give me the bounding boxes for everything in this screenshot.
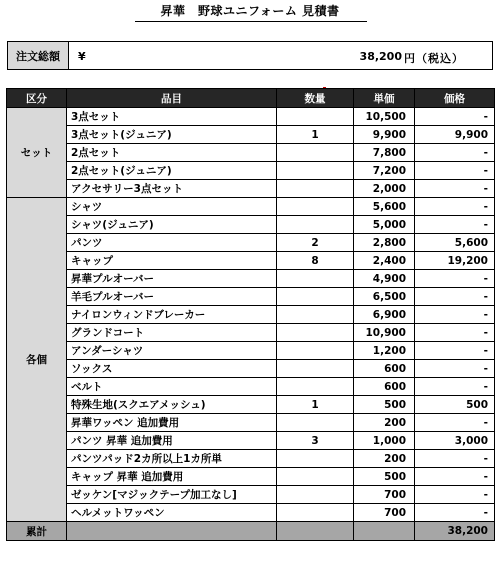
unit-price-cell: 2,000 xyxy=(354,180,415,198)
table-row xyxy=(7,378,495,396)
unit-price-cell: 7,800 xyxy=(354,144,415,162)
item-cell: パンツパッド2カ所以上1カ所単 xyxy=(67,450,277,468)
table-row xyxy=(7,198,495,216)
qty-cell xyxy=(277,468,354,486)
unit-price-cell: 500 xyxy=(354,468,415,486)
yen-symbol: ¥ xyxy=(78,50,86,63)
qty-cell: 1 xyxy=(277,126,354,144)
price-cell: - xyxy=(415,288,495,306)
item-cell: パンツ xyxy=(67,234,277,252)
item-cell: アンダーシャツ xyxy=(67,342,277,360)
price-cell: - xyxy=(415,306,495,324)
price-cell: 9,900 xyxy=(415,126,495,144)
table-row xyxy=(7,486,495,504)
unit-price-cell: 600 xyxy=(354,378,415,396)
category-each: 各個 xyxy=(7,198,67,522)
item-cell: ベルト xyxy=(67,378,277,396)
qty-cell xyxy=(277,216,354,234)
item-cell: アクセサリー3点セット xyxy=(67,180,277,198)
item-cell: ナイロンウィンドブレーカー xyxy=(67,306,277,324)
qty-cell xyxy=(277,324,354,342)
table-row xyxy=(7,450,495,468)
qty-cell xyxy=(277,378,354,396)
table-row xyxy=(7,360,495,378)
price-cell: - xyxy=(415,324,495,342)
price-cell: - xyxy=(415,270,495,288)
table-row xyxy=(7,162,495,180)
unit-price-cell: 7,200 xyxy=(354,162,415,180)
table-row xyxy=(7,216,495,234)
table-row xyxy=(7,504,495,522)
price-cell: - xyxy=(415,504,495,522)
category-set: セット xyxy=(7,108,67,198)
table-row xyxy=(7,432,495,450)
header-item: 品目 xyxy=(67,89,277,108)
qty-cell xyxy=(277,342,354,360)
price-cell: - xyxy=(415,342,495,360)
price-cell: 3,000 xyxy=(415,432,495,450)
item-cell: 2点セット(ジュニア) xyxy=(67,162,277,180)
unit-price-cell: 5,600 xyxy=(354,198,415,216)
unit-price-cell: 4,900 xyxy=(354,270,415,288)
table-row xyxy=(7,342,495,360)
item-cell: 2点セット xyxy=(67,144,277,162)
table-row xyxy=(7,270,495,288)
qty-cell xyxy=(277,270,354,288)
item-cell: パンツ 昇華 追加費用 xyxy=(67,432,277,450)
item-cell: 3点セット xyxy=(67,108,277,126)
summary-empty-unit xyxy=(354,522,415,541)
unit-price-cell: 2,400 xyxy=(354,252,415,270)
unit-price-cell: 1,000 xyxy=(354,432,415,450)
header-unit-price: 単価 xyxy=(354,89,415,108)
summary-empty-item xyxy=(67,522,277,541)
unit-price-cell: 700 xyxy=(354,504,415,522)
header-category: 区分 xyxy=(7,89,67,108)
price-cell: - xyxy=(415,450,495,468)
item-cell: ソックス xyxy=(67,360,277,378)
table-row xyxy=(7,396,495,414)
summary-empty-qty xyxy=(277,522,354,541)
unit-price-cell: 200 xyxy=(354,414,415,432)
unit-price-cell: 9,900 xyxy=(354,126,415,144)
price-cell: - xyxy=(415,378,495,396)
qty-cell xyxy=(277,108,354,126)
order-total-box xyxy=(7,41,493,70)
qty-cell xyxy=(277,504,354,522)
table-row xyxy=(7,288,495,306)
price-cell: - xyxy=(415,180,495,198)
qty-cell xyxy=(277,180,354,198)
price-cell: - xyxy=(415,162,495,180)
table-row xyxy=(7,144,495,162)
qty-cell xyxy=(277,450,354,468)
summary-total: 38,200 xyxy=(415,522,495,541)
price-cell: - xyxy=(415,108,495,126)
unit-price-cell: 500 xyxy=(354,396,415,414)
price-cell: 19,200 xyxy=(415,252,495,270)
order-total-amount: 38,200 xyxy=(359,50,402,63)
qty-cell xyxy=(277,162,354,180)
item-cell: 羊毛プルオーバー xyxy=(67,288,277,306)
qty-cell xyxy=(277,360,354,378)
qty-cell: 1 xyxy=(277,396,354,414)
qty-cell xyxy=(277,414,354,432)
item-cell: シャツ(ジュニア) xyxy=(67,216,277,234)
summary-label: 累計 xyxy=(7,522,67,541)
table-row xyxy=(7,252,495,270)
unit-price-cell: 10,900 xyxy=(354,324,415,342)
price-cell: - xyxy=(415,414,495,432)
table-row xyxy=(7,108,495,126)
order-total-unit: 円（税込） xyxy=(404,52,464,65)
qty-cell: 3 xyxy=(277,432,354,450)
table-row xyxy=(7,414,495,432)
unit-price-cell: 5,000 xyxy=(354,216,415,234)
table-row xyxy=(7,126,495,144)
summary-row xyxy=(7,522,495,541)
item-cell: ゼッケン[マジックテープ加工なし] xyxy=(67,486,277,504)
item-cell: シャツ xyxy=(67,198,277,216)
price-cell: - xyxy=(415,468,495,486)
price-cell: 500 xyxy=(415,396,495,414)
order-total-label: 注文総額 xyxy=(8,42,69,69)
unit-price-cell: 6,500 xyxy=(354,288,415,306)
order-total-value xyxy=(69,42,492,69)
qty-cell xyxy=(277,486,354,504)
price-cell: 5,600 xyxy=(415,234,495,252)
title-underline xyxy=(135,21,367,22)
table-row xyxy=(7,324,495,342)
document-title: 昇華 野球ユニフォーム 見積書 xyxy=(160,4,340,18)
price-cell: - xyxy=(415,216,495,234)
item-cell: 3点セット(ジュニア) xyxy=(67,126,277,144)
table-row xyxy=(7,234,495,252)
item-cell: キャップ xyxy=(67,252,277,270)
price-cell: - xyxy=(415,360,495,378)
header-qty: 数量 xyxy=(277,89,354,108)
table-row xyxy=(7,306,495,324)
item-cell: 昇華プルオーバー xyxy=(67,270,277,288)
qty-cell: 8 xyxy=(277,252,354,270)
table-row xyxy=(7,468,495,486)
price-cell: - xyxy=(415,486,495,504)
unit-price-cell: 600 xyxy=(354,360,415,378)
item-cell: 昇華ワッペン 追加費用 xyxy=(67,414,277,432)
unit-price-cell: 2,800 xyxy=(354,234,415,252)
estimate-table xyxy=(6,88,495,541)
qty-cell xyxy=(277,144,354,162)
unit-price-cell: 1,200 xyxy=(354,342,415,360)
unit-price-cell: 6,900 xyxy=(354,306,415,324)
item-cell: グランドコート xyxy=(67,324,277,342)
unit-price-cell: 700 xyxy=(354,486,415,504)
unit-price-cell: 200 xyxy=(354,450,415,468)
qty-cell xyxy=(277,288,354,306)
item-cell: ヘルメットワッペン xyxy=(67,504,277,522)
price-cell: - xyxy=(415,144,495,162)
item-cell: キャップ 昇華 追加費用 xyxy=(67,468,277,486)
qty-cell xyxy=(277,198,354,216)
header-price: 価格 xyxy=(415,89,495,108)
table-header-row xyxy=(7,89,495,108)
price-cell: - xyxy=(415,198,495,216)
table-row xyxy=(7,180,495,198)
unit-price-cell: 10,500 xyxy=(354,108,415,126)
item-cell: 特殊生地(スクエアメッシュ) xyxy=(67,396,277,414)
qty-cell xyxy=(277,306,354,324)
qty-cell: 2 xyxy=(277,234,354,252)
